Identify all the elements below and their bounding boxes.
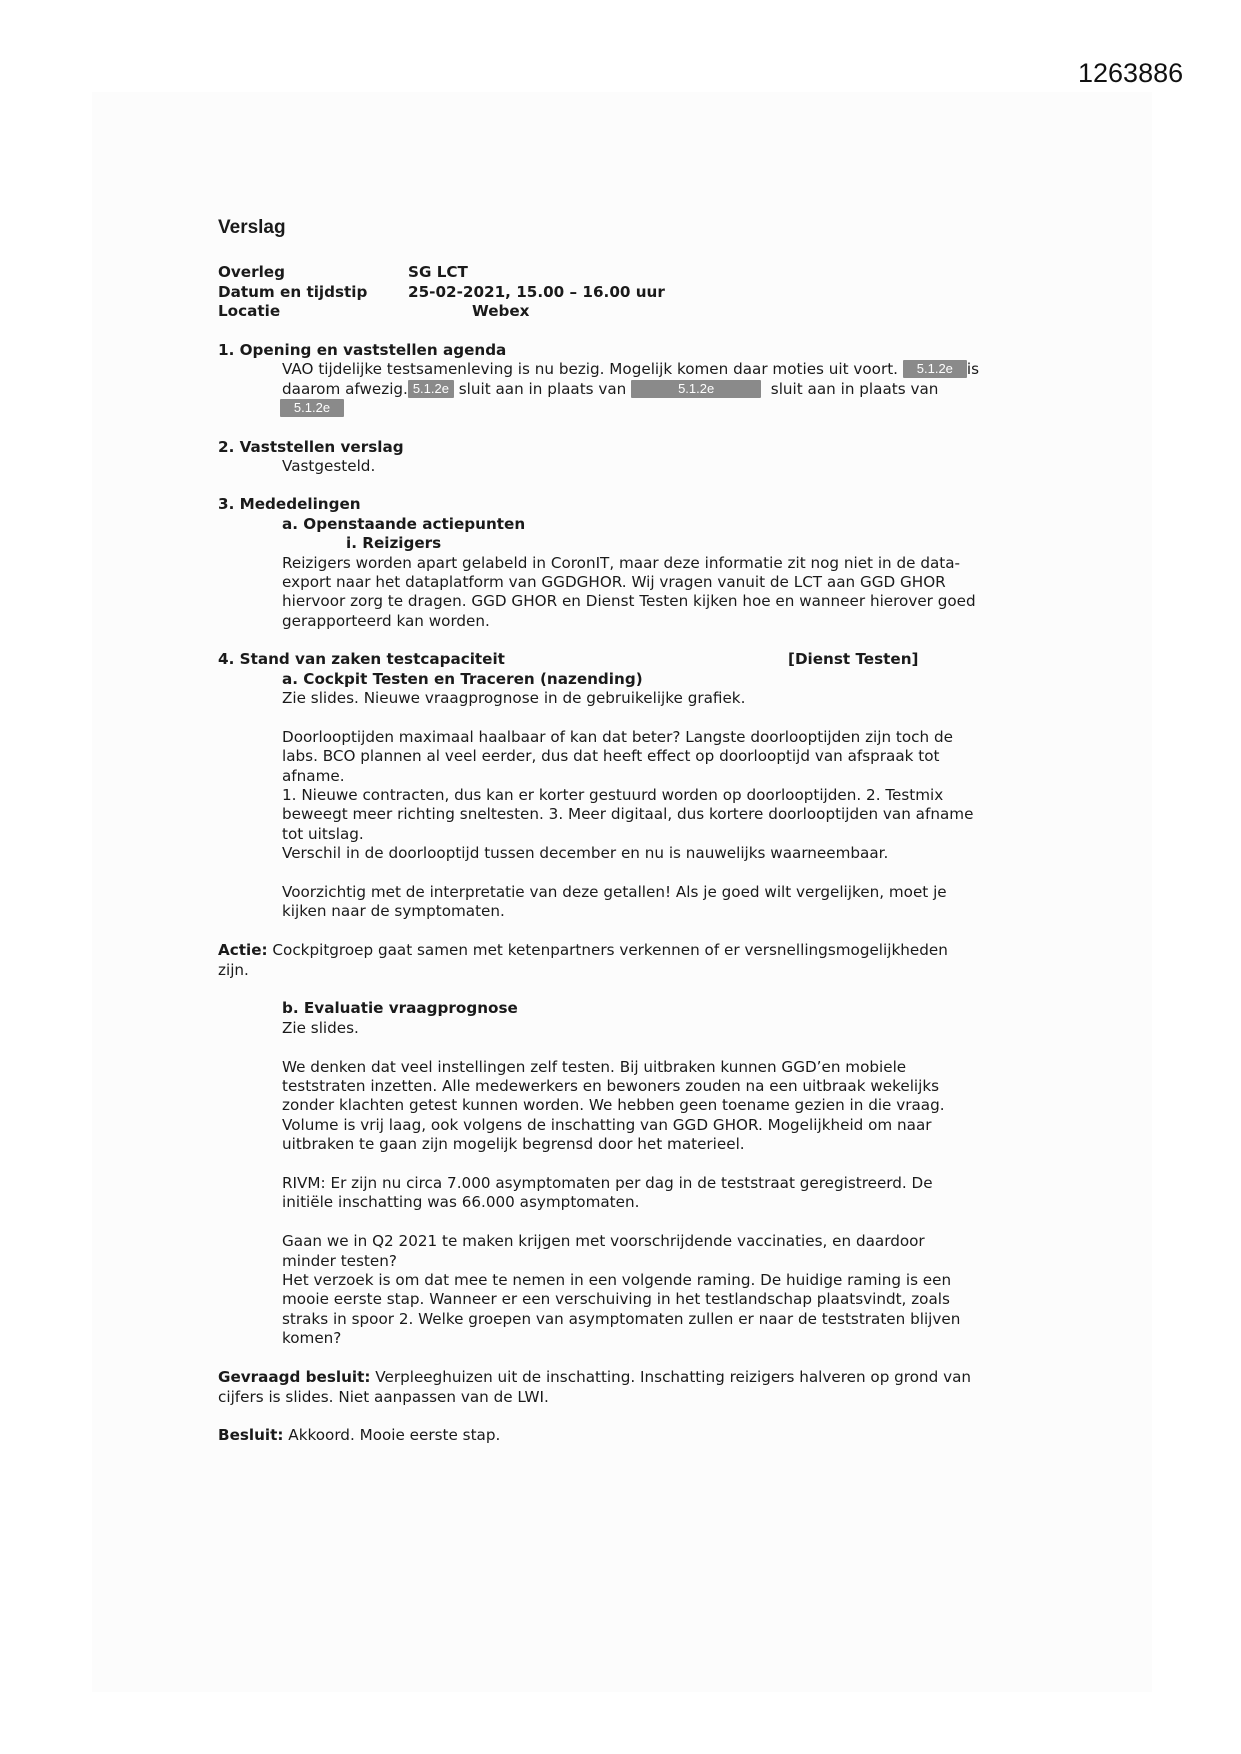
redaction-box: 5.1.2e (408, 380, 454, 398)
text-line: Volume is vrij laag, ook volgens de inschatting van GGD GHOR. Mogelijkheid om naar (282, 1115, 932, 1134)
text-line: afname. (282, 766, 345, 785)
text-line: kijken naar de symptomaten. (282, 902, 505, 921)
meta-value: 25-02-2021, 15.00 – 16.00 uur (408, 282, 665, 301)
section-tag: [Dienst Testen] (788, 650, 919, 669)
text-line: export naar het dataplatform van GGDGHOR. Wij vragen vanuit de LCT aan GGD GHOR (282, 572, 946, 591)
meta-value: Webex (472, 302, 530, 321)
text-line: zijn. (218, 960, 249, 979)
text-line: hiervoor zorg te dragen. GGD GHOR en Dienst Testen kijken hoe en wanneer hierover goed (282, 592, 976, 611)
meta-label: Locatie (218, 302, 281, 321)
section-body: Vastgesteld. (282, 456, 376, 475)
document-number: 1263886 (1078, 58, 1184, 88)
text-line: 1. Nieuwe contracten, dus kan er korter gestuurd worden op doorlooptijden. 2. Testmix (282, 786, 944, 805)
action-item (218, 941, 1038, 980)
paragraph (282, 689, 1038, 708)
paragraph (282, 554, 1038, 632)
section-heading: 2. Vaststellen verslag (218, 437, 404, 456)
meta-label: Overleg (218, 263, 285, 282)
meta-block (218, 263, 1038, 322)
requested-decision (218, 1368, 1038, 1407)
text-span: daarom afwezig. (282, 379, 408, 398)
paragraph (282, 1019, 1038, 1038)
text-line: straks in spoor 2. Welke groepen van asymptomaten zullen er naar de teststraten blijven (282, 1309, 961, 1328)
text-line: mooie eerste stap. Wanneer er een verschuiving in het testlandschap plaatsvindt, zoals (282, 1290, 950, 1309)
text-line (282, 360, 1038, 379)
text-line: initiële inschatting was 66.000 asymptomaten. (282, 1193, 640, 1212)
section-verslag (218, 438, 1038, 477)
action-label: Actie: (218, 941, 268, 960)
report-content (218, 218, 1038, 1446)
meta-row-locatie (218, 302, 1038, 322)
text-line: zonder klachten getest kunnen worden. We hebben geen toename gezien in die vraag. (282, 1096, 945, 1115)
subheading: a. Cockpit Testen en Traceren (nazending) (282, 669, 643, 688)
paragraph (282, 728, 1038, 864)
text-span: Verpleeghuizen uit de inschatting. Inschatting reizigers halveren op grond van (370, 1368, 972, 1387)
text-line: RIVM: Er zijn nu circa 7.000 asymptomaten per dag in de teststraat geregistreerd. De (282, 1174, 933, 1193)
text-line: cijfers is slides. Niet aanpassen van de LWI. (218, 1387, 549, 1406)
section-heading: 4. Stand van zaken testcapaciteit (218, 650, 505, 669)
paragraph (282, 883, 1038, 922)
text-line: Reizigers worden apart gelabeld in CoronIT, maar deze informatie zit nog niet in de data- (282, 553, 961, 572)
text-line: uitbraken te gaan zijn mogelijk begrensd door het materieel. (282, 1135, 745, 1154)
subheading: b. Evaluatie vraagprognose (282, 999, 518, 1018)
redaction-box: 5.1.2e (903, 360, 967, 378)
text-line (218, 1368, 1038, 1387)
text-span: Cockpitgroep gaat samen met ketenpartners verkennen of er versnellingsmogelijkheden (267, 941, 948, 960)
text-line: komen? (282, 1329, 342, 1348)
text-span: VAO tijdelijke testsamenleving is nu bezig. Mogelijk komen daar moties uit voort. (282, 360, 899, 379)
text-span: sluit aan in plaats van (458, 379, 627, 398)
text-line: Doorlooptijden maximaal haalbaar of kan dat beter? Langste doorlooptijden zijn toch de (282, 727, 953, 746)
text-line: minder testen? (282, 1251, 397, 1270)
text-line: Verschil in de doorlooptijd tussen december en nu is nauwelijks waarneembaar. (282, 844, 889, 863)
text-span: Akkoord. Mooie eerste stap. (283, 1426, 501, 1445)
section-testcapaciteit (218, 650, 1038, 1446)
subheading: a. Openstaande actiepunten (282, 514, 526, 533)
paragraph (282, 1174, 1038, 1213)
text-line: Zie slides. (282, 1018, 359, 1037)
text-line: Zie slides. Nieuwe vraagprognose in de gebruikelijke grafiek. (282, 689, 746, 707)
paragraph (282, 1058, 1038, 1155)
meta-label: Datum en tijdstip (218, 282, 368, 301)
meta-row-overleg (218, 263, 1038, 283)
report-title: Verslag (218, 217, 286, 238)
section-body (282, 360, 1038, 418)
decision-label: Gevraagd besluit: (218, 1368, 371, 1387)
text-span: is (966, 360, 979, 379)
meta-row-datum (218, 283, 1038, 303)
text-line: labs. BCO plannen al veel eerder, dus dat heeft effect op doorlooptijd van afspraak tot (282, 747, 940, 766)
text-line: gerapporteerd kan worden. (282, 611, 490, 630)
text-line: tot uitslag. (282, 824, 364, 843)
section-heading-row (218, 650, 1038, 669)
text-line: beweegt meer richting sneltesten. 3. Meer digitaal, dus kortere doorlooptijden van afname (282, 805, 974, 824)
meta-value: SG LCT (408, 263, 468, 282)
section-heading: 1. Opening en vaststellen agenda (218, 340, 507, 359)
decision (218, 1426, 1038, 1445)
redaction-box: 5.1.2e (280, 399, 344, 417)
paragraph (282, 1232, 1038, 1348)
section-mededelingen (218, 495, 1038, 631)
redaction-box: 5.1.2e (631, 380, 761, 398)
text-line (282, 380, 1038, 399)
text-line: We denken dat veel instellingen zelf testen. Bij uitbraken kunnen GGD’en mobiele (282, 1057, 907, 1076)
text-line: Het verzoek is om dat mee te nemen in een volgende raming. De huidige raming is een (282, 1271, 952, 1290)
section-heading: 3. Mededelingen (218, 495, 361, 514)
section-opening (218, 341, 1038, 419)
subheading: i. Reizigers (346, 534, 442, 553)
text-line: Voorzichtig met de interpretatie van deze getallen! Als je goed wilt vergelijken, moet je (282, 883, 947, 902)
text-line (280, 399, 1038, 418)
text-line (218, 941, 1038, 960)
text-line: Gaan we in Q2 2021 te maken krijgen met voorschrijdende vaccinaties, en daardoor (282, 1232, 925, 1251)
text-line (218, 1426, 1038, 1445)
text-span: sluit aan in plaats van (770, 379, 939, 398)
text-line: teststraten inzetten. Alle medewerkers en bewoners zouden na een uitbraak wekelijks (282, 1077, 940, 1096)
decision-label: Besluit: (218, 1426, 284, 1445)
